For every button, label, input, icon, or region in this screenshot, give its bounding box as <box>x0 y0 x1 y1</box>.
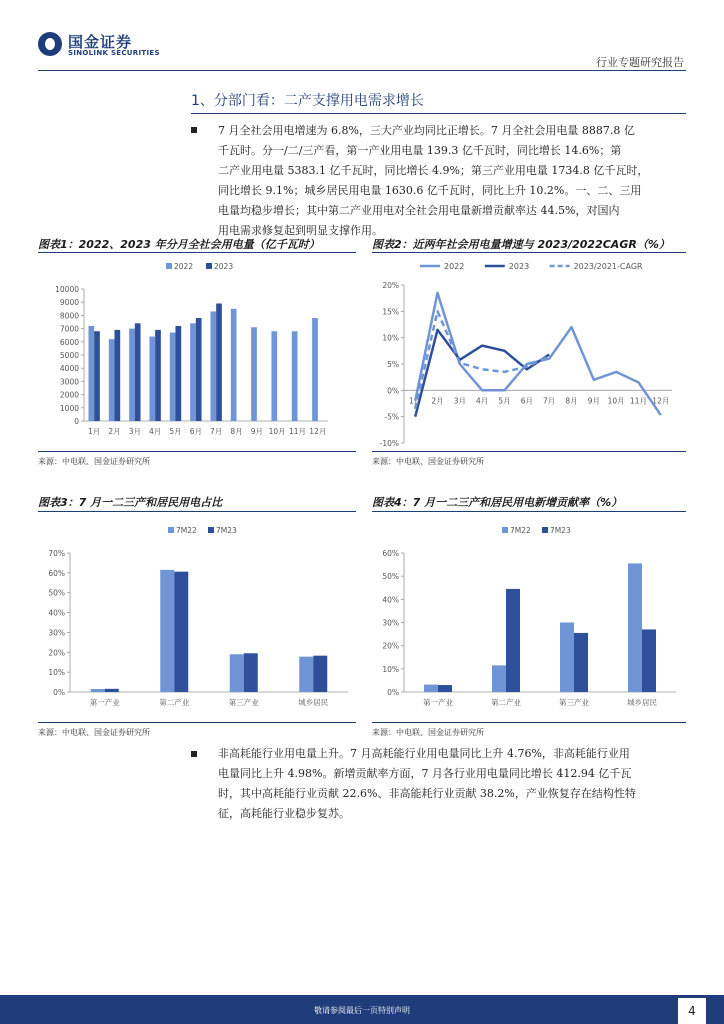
bar-7M23 <box>574 633 588 692</box>
legend-label: 2022 <box>444 262 465 271</box>
bar-7M22 <box>299 657 313 692</box>
x-tick-label: 7月 <box>543 396 556 406</box>
fig3-source: 来源：中电联、国金证券研究所 <box>38 728 150 737</box>
x-tick-label: 城乡居民 <box>627 698 657 707</box>
x-tick-label: 第二产业 <box>491 698 521 707</box>
y-tick-label: 40% <box>48 608 65 618</box>
bar-2022 <box>292 331 298 421</box>
y-tick-label: -5% <box>384 412 399 422</box>
x-tick-label: 第三产业 <box>559 698 589 707</box>
bar-7M22 <box>91 689 105 692</box>
bar-2022 <box>149 337 155 421</box>
y-tick-label: 5% <box>387 360 399 369</box>
paragraph-1 <box>218 121 688 241</box>
para1-line: 同比增长 9.1%；城乡居民用电量 1630.6 亿千瓦时，同比上升 10.2%。一、二、三用 <box>218 184 642 197</box>
legend-label: 7M23 <box>216 526 237 535</box>
x-tick-label: 8月 <box>230 427 243 436</box>
para1-line: 电量均稳步增长；其中第二产业用电对全社会用电量新增贡献率达 44.5%，对国内 <box>218 204 620 217</box>
bar-2022 <box>271 331 277 421</box>
x-tick-label: 5月 <box>169 427 182 436</box>
x-tick-label: 1月 <box>88 427 101 436</box>
y-tick-label: 10% <box>48 668 65 678</box>
y-tick-label: 20% <box>48 648 65 658</box>
x-tick-label: 8月 <box>565 396 578 406</box>
fig4-source: 来源：中电联、国金证券研究所 <box>372 728 484 737</box>
bar-7M22 <box>424 685 438 692</box>
bar-2023 <box>176 326 182 421</box>
y-tick-label: 70% <box>48 549 65 558</box>
para2-line: 非高耗能行业用电量上升。7 月高耗能行业用电量同比上升 4.76%，非高耗能行业用 <box>218 747 630 760</box>
para1-line: 千瓦时。分一/二/三产看，第一产业用电量 139.3 亿千瓦时，同比增长 14.6%；第 <box>218 144 622 157</box>
chart-growth-rate <box>372 255 686 447</box>
x-tick-label: 6月 <box>520 396 533 406</box>
y-tick-label: 10% <box>382 333 399 343</box>
x-tick-label: 第一产业 <box>423 698 453 707</box>
x-tick-label: 4月 <box>476 396 489 406</box>
legend-label: 2023 <box>214 262 234 271</box>
bar-7M22 <box>492 665 506 692</box>
fig2-title-line <box>372 252 686 253</box>
y-tick-label: 60% <box>48 568 65 578</box>
bar-7M23 <box>313 656 327 692</box>
logo-icon <box>38 32 62 56</box>
y-tick-label: 10% <box>382 664 399 674</box>
x-tick-label: 12月 <box>652 396 670 406</box>
y-tick-label: 3000 <box>59 377 79 387</box>
bar-2023 <box>115 330 121 421</box>
bar-7M22 <box>230 654 244 692</box>
bar-7M23 <box>642 629 656 692</box>
x-tick-label: 10月 <box>607 396 625 406</box>
y-tick-label: 1000 <box>59 403 79 413</box>
footer-disclaimer: 敬请参阅最后一页特别声明 <box>314 1006 410 1015</box>
x-tick-label: 11月 <box>629 396 648 406</box>
bar-2022 <box>190 323 196 421</box>
y-tick-label: 50% <box>382 572 399 582</box>
fig2-bottom-line <box>372 451 686 452</box>
legend-swatch <box>168 527 174 533</box>
header-divider <box>38 70 686 71</box>
x-tick-label: 3月 <box>128 427 141 436</box>
bar-2022 <box>231 309 237 421</box>
y-tick-label: 2000 <box>59 390 79 400</box>
x-tick-label: 5月 <box>498 396 511 406</box>
bar-7M22 <box>628 563 642 692</box>
fig3-bottom-line <box>38 722 356 723</box>
report-type: 行业专题研究报告 <box>596 56 684 69</box>
y-tick-label: 8000 <box>59 311 79 321</box>
chart-monthly-consumption <box>38 255 356 447</box>
legend-label: 7M22 <box>510 526 531 535</box>
y-tick-label: 0% <box>387 386 399 396</box>
x-tick-label: 城乡居民 <box>298 698 329 707</box>
fig3-title: 图表3：7 月一二三产和居民用电占比 <box>38 496 223 509</box>
x-tick-label: 4月 <box>149 427 162 436</box>
bar-7M23 <box>506 589 520 692</box>
bar-7M23 <box>105 689 119 692</box>
chart-contribution <box>372 516 686 718</box>
x-tick-label: 9月 <box>587 396 600 406</box>
fig4-title-line <box>372 511 686 512</box>
bar-2023 <box>94 331 100 421</box>
bar-2022 <box>170 333 176 421</box>
bar-2023 <box>216 304 222 421</box>
x-tick-label: 11月 <box>288 427 307 436</box>
y-tick-label: 15% <box>382 307 399 317</box>
x-tick-label: 2月 <box>108 427 121 436</box>
fig3-title-line <box>38 511 356 512</box>
x-tick-label: 第三产业 <box>228 698 259 707</box>
bar-2022 <box>312 318 318 421</box>
bar-2022 <box>129 329 135 421</box>
fig2-source: 来源：中电联、国金证券研究所 <box>372 457 484 466</box>
y-tick-label: 4000 <box>59 364 79 374</box>
legend-label: 7M23 <box>550 526 571 535</box>
para2-line: 电量同比上升 4.98%。新增贡献率方面，7 月各行业用电量同比增长 412.94 亿千瓦 <box>218 767 632 780</box>
para1-line: 7 月全社会用电增速为 6.8%，三大产业均同比正增长。7 月全社会用电量 8887.8 亿 <box>218 124 635 137</box>
fig1-title: 图表1：2022、2023 年分月全社会用电量（亿千瓦时） <box>38 238 320 251</box>
para2-line: 时，其中高耗能行业贡献 22.6%、非高能耗行业贡献 38.2%，产业恢复存在结构性特 <box>218 787 636 800</box>
legend-swatch <box>166 263 172 269</box>
y-tick-label: 0% <box>387 688 399 697</box>
bar-7M23 <box>438 685 452 692</box>
bar-7M22 <box>160 570 174 692</box>
para1-line: 用电需求修复起到明显支撑作用。 <box>218 224 383 237</box>
fig4-title: 图表4：7 月一二三产和居民用电新增贡献率（%） <box>372 496 623 509</box>
fig2-title: 图表2：近两年社会用电量增速与 2023/2022CAGR（%） <box>372 238 670 251</box>
legend-swatch <box>502 527 508 533</box>
bar-2022 <box>210 311 216 421</box>
bullet-icon <box>191 127 197 133</box>
page-number: 4 <box>678 998 706 1024</box>
x-tick-label: 12月 <box>309 427 327 436</box>
bar-2023 <box>135 323 141 421</box>
x-tick-label: 9月 <box>250 427 263 436</box>
legend-label: 2023/2021-CAGR <box>573 262 643 271</box>
bullet-icon <box>191 751 197 757</box>
para2-line: 征，高耗能行业稳步复苏。 <box>218 807 350 820</box>
y-tick-label: 0 <box>74 417 79 426</box>
bar-7M23 <box>244 653 258 692</box>
para1-line: 二产业用电量 5383.1 亿千瓦时，同比增长 4.9%；第三产业用电量 1734.8 亿千瓦时， <box>218 164 649 177</box>
y-tick-label: 40% <box>382 595 399 605</box>
x-tick-label: 第一产业 <box>89 698 120 707</box>
y-tick-label: 5000 <box>59 351 79 360</box>
section-title: 1、分部门看：二产支撑用电需求增长 <box>191 93 424 109</box>
logo-cn: 国金证券 <box>68 33 133 51</box>
bar-7M23 <box>174 572 188 692</box>
bar-2022 <box>251 327 257 421</box>
fig1-bottom-line <box>38 451 356 452</box>
x-tick-label: 1月 <box>409 396 422 406</box>
fig1-title-line <box>38 252 356 253</box>
legend-swatch <box>542 527 548 533</box>
y-tick-label: 20% <box>382 641 399 651</box>
logo-en: SINOLINK SECURITIES <box>68 49 160 57</box>
y-tick-label: 20% <box>382 281 399 290</box>
bar-2023 <box>155 330 161 421</box>
legend-label: 2022 <box>174 262 194 271</box>
y-tick-label: 9000 <box>59 298 79 308</box>
bar-7M22 <box>560 623 574 693</box>
x-tick-label: 2月 <box>431 396 444 406</box>
legend-label: 2023 <box>508 262 530 271</box>
x-tick-label: 10月 <box>268 427 286 436</box>
y-tick-label: 6000 <box>59 337 79 347</box>
y-tick-label: 50% <box>48 588 65 598</box>
section-divider <box>191 113 686 114</box>
fig4-bottom-line <box>372 722 686 723</box>
x-tick-label: 6月 <box>189 427 202 436</box>
x-tick-label: 第二产业 <box>159 698 190 707</box>
x-tick-label: 3月 <box>453 396 466 406</box>
bar-2023 <box>196 318 202 421</box>
y-tick-label: 10000 <box>55 285 79 294</box>
legend-label: 7M22 <box>176 526 197 535</box>
y-tick-label: 60% <box>382 549 399 558</box>
chart-share <box>38 516 356 718</box>
legend-swatch <box>208 527 214 533</box>
y-tick-label: 30% <box>48 628 65 638</box>
bar-2022 <box>88 326 94 421</box>
fig1-source: 来源：中电联、国金证券研究所 <box>38 457 150 466</box>
y-tick-label: 7000 <box>59 324 79 334</box>
paragraph-2 <box>218 744 688 824</box>
y-tick-label: 0% <box>53 688 65 697</box>
y-tick-label: -10% <box>379 439 399 447</box>
x-tick-label: 7月 <box>210 427 223 436</box>
bar-2022 <box>109 339 115 421</box>
line-2023/2021-CAGR <box>415 311 549 409</box>
y-tick-label: 30% <box>382 618 399 628</box>
legend-swatch <box>206 263 212 269</box>
